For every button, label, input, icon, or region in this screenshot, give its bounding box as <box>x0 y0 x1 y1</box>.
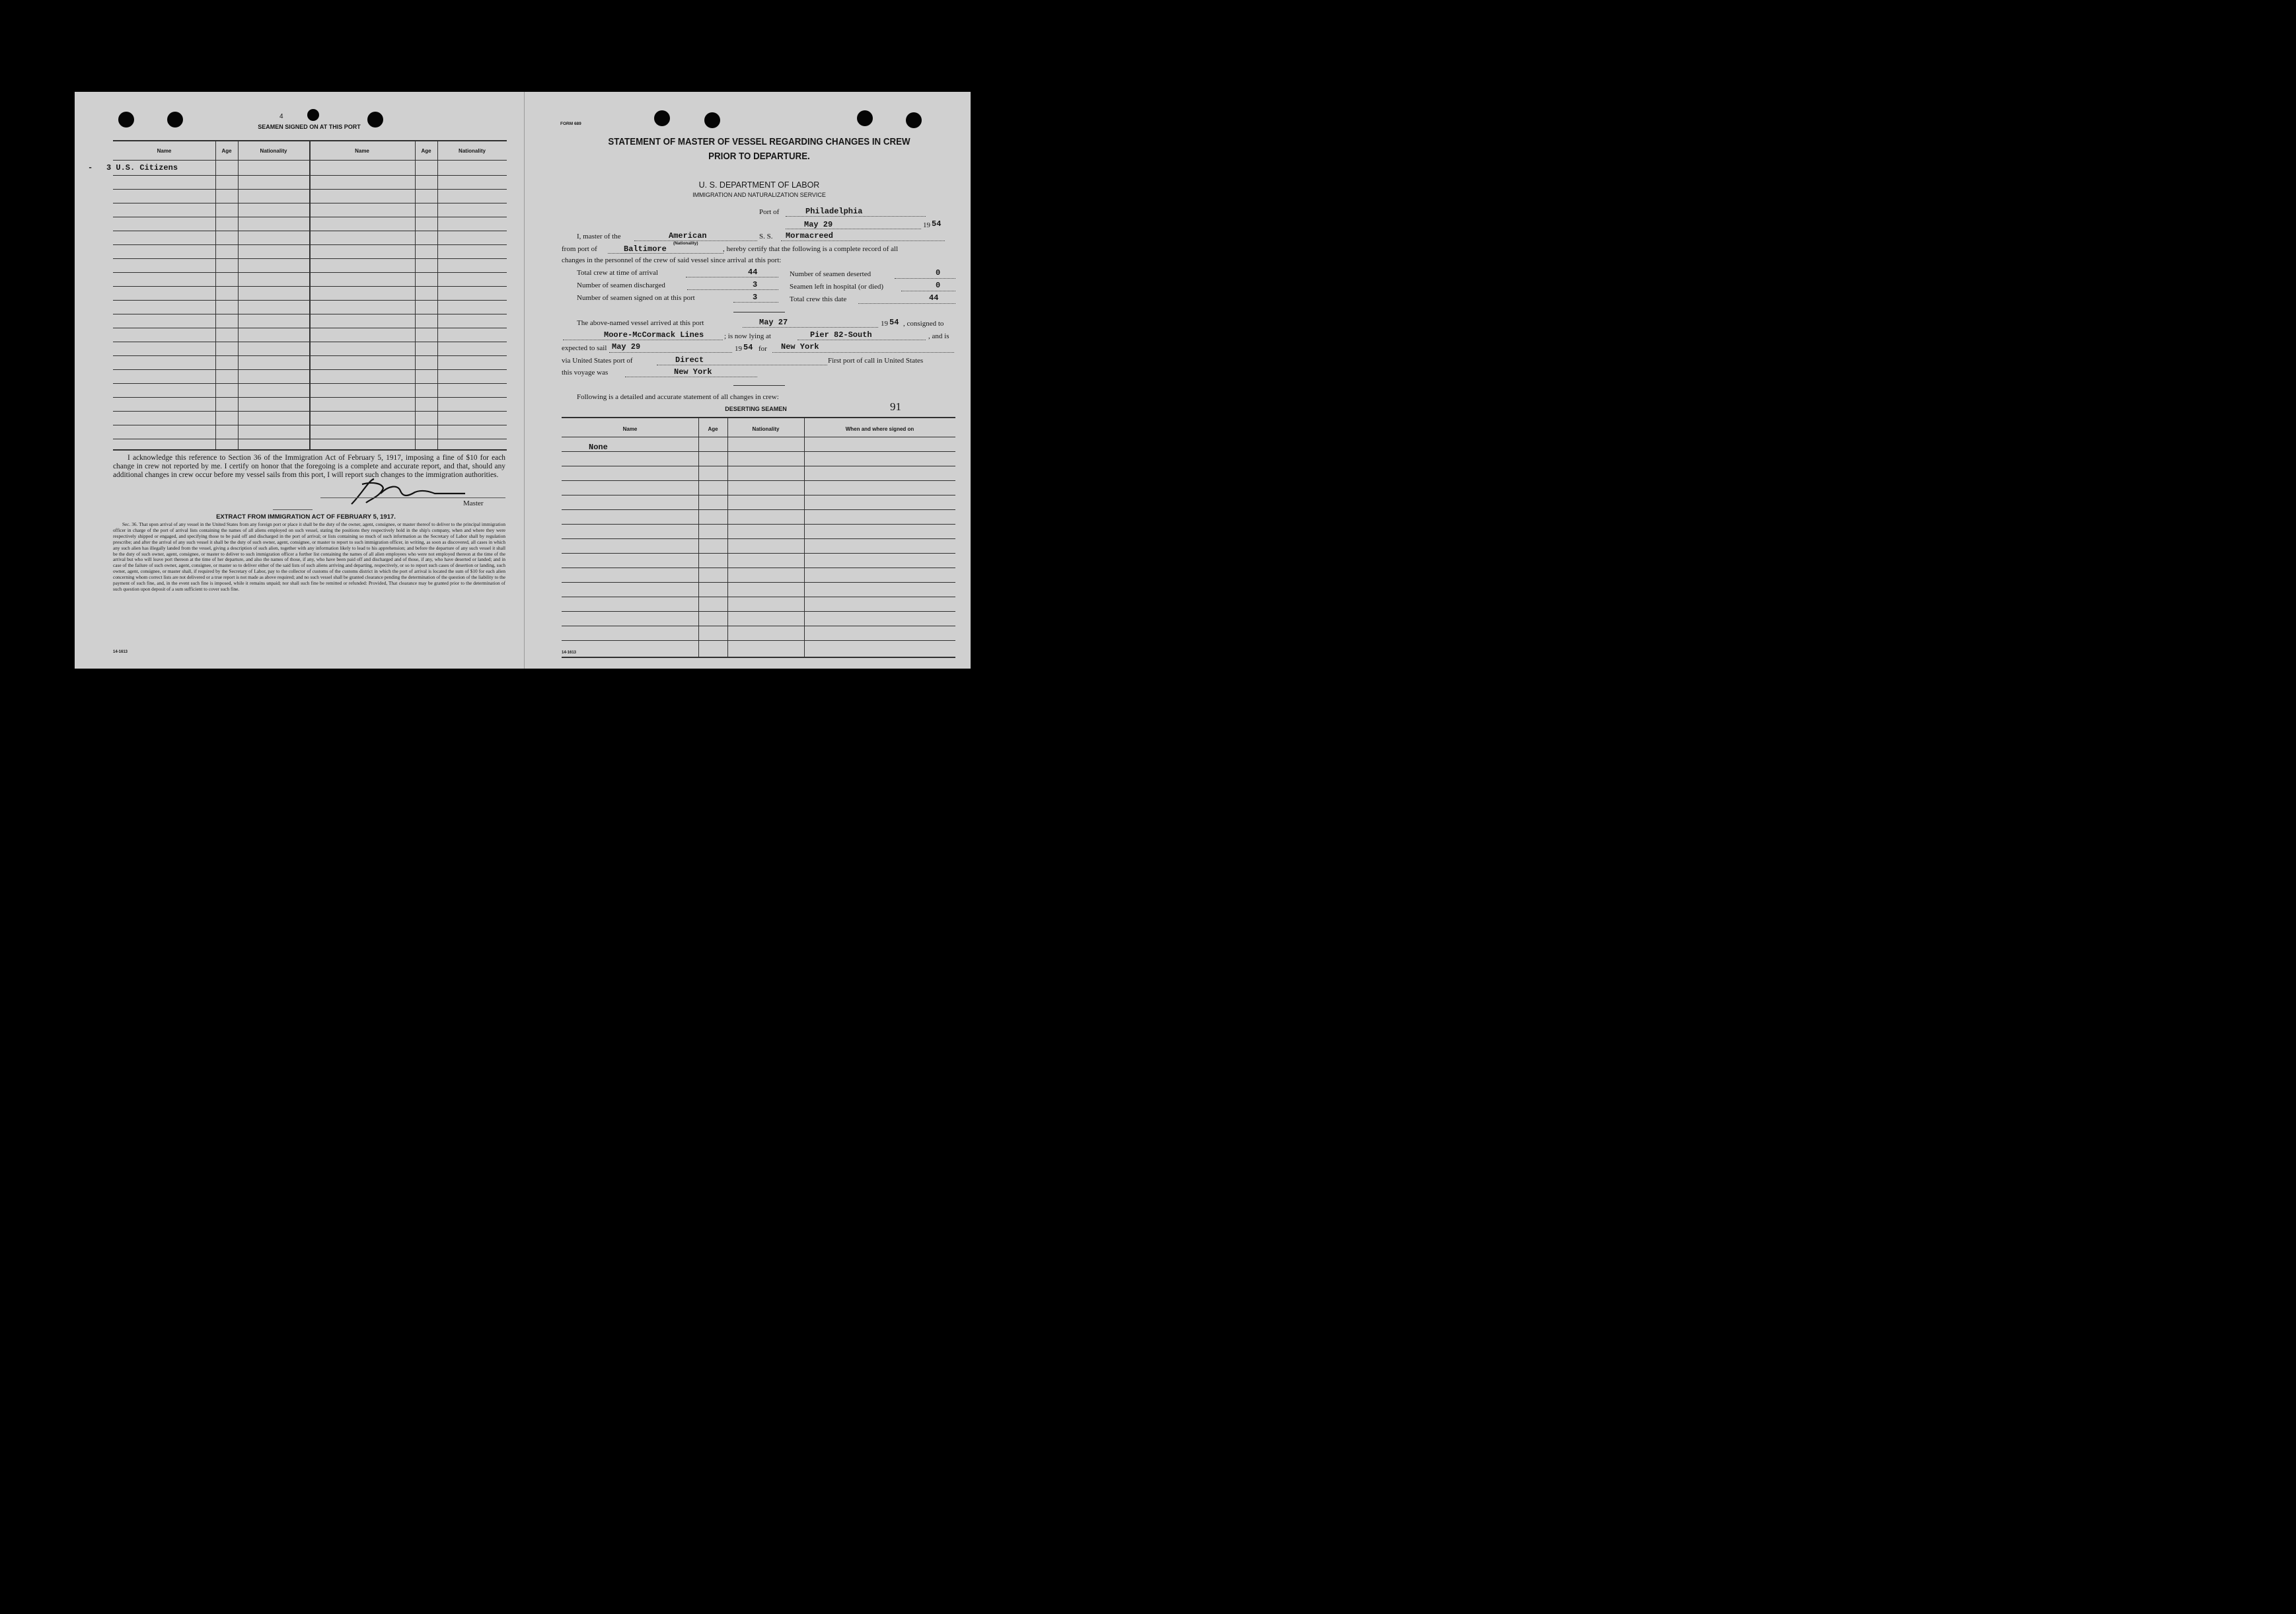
total-crew-arrival-label: Total crew at time of arrival <box>577 269 658 277</box>
from-port-value: Baltimore <box>624 244 667 254</box>
form-code: 14-1613 <box>562 651 577 655</box>
hospital-label: Seamen left in hospital (or died) <box>790 283 884 291</box>
from-port-label: from port of <box>562 245 597 253</box>
row-rule <box>113 244 507 245</box>
via-label: via United States port of <box>562 357 633 365</box>
form-title <box>580 135 939 164</box>
title-line-2: PRIOR TO DEPARTURE. <box>708 151 810 162</box>
row-rule <box>562 611 955 612</box>
row-rule <box>113 272 507 273</box>
port-value: Philadelphia <box>805 207 863 216</box>
via-port: Direct <box>675 355 704 365</box>
year-value: 54 <box>932 219 942 229</box>
column-divider <box>804 418 805 657</box>
master-signature <box>342 474 468 508</box>
discharged-label: Number of seamen discharged <box>577 281 665 289</box>
deserted-value: 0 <box>936 268 941 277</box>
for-label: for <box>759 345 767 353</box>
master-label: I, master of the <box>577 233 621 240</box>
ss-label: S. S. <box>759 233 773 240</box>
col-header-age: Age <box>708 426 718 432</box>
row-rule <box>113 175 507 176</box>
lying-at: Pier 82-South <box>810 330 872 340</box>
column-divider <box>215 141 216 449</box>
punch-hole <box>704 112 720 128</box>
consigned-label: , consigned to <box>903 320 944 328</box>
and-is-label: , and is <box>928 332 949 340</box>
year-prefix: 19 <box>923 221 930 229</box>
destination: New York <box>781 342 819 351</box>
signature-label: Master <box>463 499 484 507</box>
ship-name: Mormacreed <box>786 231 834 240</box>
department: U. S. DEPARTMENT OF LABOR <box>698 180 820 190</box>
extract-title: EXTRACT FROM IMMIGRATION ACT OF FEBRUARY 5, 1917. <box>216 513 396 521</box>
table-top-rule <box>562 417 955 418</box>
row-rule <box>113 369 507 370</box>
page-mark: 91 <box>890 400 901 413</box>
consignee: Moore-McCormack Lines <box>604 330 704 340</box>
row-rule <box>562 640 955 641</box>
row-rule <box>562 451 955 452</box>
row-rule <box>113 411 507 412</box>
row-rule <box>113 258 507 259</box>
this-voyage-label: this voyage was <box>562 369 609 377</box>
signature-line <box>320 497 505 498</box>
row-rule <box>562 582 955 583</box>
sail-year-prefix: 19 <box>735 345 742 353</box>
first-port-label: First port of call in United States <box>828 357 924 365</box>
first-port: New York <box>674 367 712 377</box>
row-rule <box>562 480 955 481</box>
discharged-value: 3 <box>753 280 758 289</box>
nationality-value: American <box>669 231 707 240</box>
row-rule <box>113 286 507 287</box>
col-header-age: Age <box>221 148 232 154</box>
nationality-caption: (Nationality) <box>673 241 698 246</box>
sail-year: 54 <box>743 343 753 352</box>
col-header-nationality: Nationality <box>260 148 287 154</box>
column-divider <box>238 141 239 449</box>
row-rule <box>562 509 955 510</box>
arrived-label: The above-named vessel arrived at this port <box>577 319 704 327</box>
arrived-year-prefix: 19 <box>881 320 888 328</box>
punch-hole <box>167 112 183 128</box>
total-crew-date-label: Total crew this date <box>790 295 847 303</box>
expected-label: expected to sail <box>562 344 607 352</box>
total-crew-arrival-value: 44 <box>748 268 758 277</box>
col-header-nationality: Nationality <box>459 148 486 154</box>
signed-on-label: Number of seamen signed on at this port <box>577 294 695 302</box>
row-rule <box>113 189 507 190</box>
entry-name: None <box>589 443 608 452</box>
arrived-year: 54 <box>889 318 899 327</box>
following-text: Following is a detailed and accurate statement of all changes in crew: <box>577 393 779 401</box>
column-divider <box>698 418 699 657</box>
divider <box>733 385 785 386</box>
stat-fill-line <box>686 268 778 277</box>
deserting-seamen-heading: DESERTING SEAMEN <box>725 406 787 412</box>
row-rule <box>113 397 507 398</box>
form-code: 14-1613 <box>113 650 128 654</box>
lying-label: ; is now lying at <box>724 332 771 340</box>
signed-on-value: 3 <box>753 293 758 302</box>
page-number: 4 <box>279 113 283 120</box>
stat-fill-line <box>858 295 955 304</box>
punch-hole <box>906 112 922 128</box>
section-heading: SEAMEN SIGNED ON AT THIS PORT <box>258 124 361 130</box>
changes-text: changes in the personnel of the crew of said vessel since arrival at this port: <box>562 256 782 264</box>
service: IMMIGRATION AND NATURALIZATION SERVICE <box>692 192 826 198</box>
col-header-name: Name <box>622 426 638 432</box>
column-divider <box>415 141 416 449</box>
deserted-label: Number of seamen deserted <box>790 270 871 278</box>
total-crew-date-value: 44 <box>929 293 939 303</box>
date-value: May 29 <box>804 220 833 229</box>
sail-date: May 29 <box>612 342 641 351</box>
punch-hole <box>654 110 670 126</box>
row-rule <box>113 355 507 356</box>
entry-name: 3 U.S. Citizens <box>106 163 178 172</box>
row-rule <box>113 300 507 301</box>
punch-hole <box>307 109 319 121</box>
form-number: FORM 689 <box>560 122 581 126</box>
row-rule <box>562 553 955 554</box>
row-rule <box>562 524 955 525</box>
entry-dash: - <box>88 163 93 172</box>
certify-text: , hereby certify that the following is a complete record of all <box>723 245 899 253</box>
hospital-value: 0 <box>936 281 941 290</box>
stat-fill-line <box>895 270 955 279</box>
right-page <box>524 92 971 669</box>
divider <box>273 509 313 510</box>
col-header-name: Name <box>355 148 369 154</box>
header-rule <box>113 160 507 161</box>
table-bottom-rule <box>113 449 507 451</box>
col-header-nationality: Nationality <box>752 426 780 432</box>
punch-hole <box>857 110 873 126</box>
row-rule <box>113 383 507 384</box>
punch-hole <box>118 112 134 128</box>
col-header-name: Name <box>157 148 172 154</box>
column-divider <box>309 141 311 449</box>
col-header-age: Age <box>421 148 431 154</box>
arrived-date: May 27 <box>759 318 788 327</box>
acknowledgement-text: I acknowledge this reference to Section 36 of the Immigration Act of February 5, 1917, imposing a fine of $10 for each change in crew not reported by me. I certify on honor that the foregoing is a complete and accurate report, and that, should any additional changes in crew occur before my vessel sails from this port, I will report such changes to the immigration authorities. <box>113 454 505 479</box>
port-label: Port of <box>759 208 780 216</box>
stat-fill-line <box>687 281 778 290</box>
col-header-signed-on: When and where signed on <box>845 426 914 432</box>
left-page <box>75 92 524 669</box>
extract-text: Sec. 36. That upon arrival of any vessel in the United States from any foreign port or place it shall be the duty of the owner, agent, consignee, or master thereof to deliver to the principal immigration officer in charge of the port of arrival lists containing the names of all aliens employed on such vessel, stating the positions they respectively hold in the ship's company, when and where they were respectively shipped or engaged, and specifying those to be paid off and discharged in the port of arrival; or lists containing so much of such information as the Secretary of Labor shall by regulation prescribe; and after the arrival of any such vessel it shall be the duty of such owner, agent, consignee, or master to report to such immigration officer, in writing, as soon as discovered, all cases in which any such alien has illegally landed from the vessel, giving a description of such alien, together with any information likely to lead to his apprehension; and before the departure of any such vessel it shall be the duty of such owner, agent, consignee, or master to deliver to such immigration officer a further list containing the names of all alien employees who were not employed thereon at the time of the arrival but who will leave port thereon at the time of her departure, and also the names of those, if any, who have been paid off and discharged and of those, if any, who have deserted or landed; and in case of the failure of such owner, agent, consignee, or master so to deliver either of the said lists of such aliens arriving and departing, respectively, or so to report such cases of desertion or landing, such owner, agent, consignee, or master shall, if required by the Secretary of Labor, pay to the collector of customs of the customs district in which the port of arrival is located the sum of $10 for each alien concerning whom correct lists are not delivered or a true report is not made as above required; and no such vessel shall be granted clearance pending the determination of the question of the liability to the payment of such fine, and, in the event such fine is imposed, while it remains unpaid; nor shall such fine be remitted or refunded: Provided, That clearance may be granted prior to the determination of such question upon deposit of a sum sufficient to cover such fine. <box>113 521 505 592</box>
row-rule <box>562 538 955 539</box>
table-bottom-rule <box>562 657 955 658</box>
column-divider <box>727 418 728 657</box>
title-line-1: STATEMENT OF MASTER OF VESSEL REGARDING CHANGES IN CREW <box>608 137 910 147</box>
column-divider <box>437 141 438 449</box>
stat-fill-line <box>901 282 955 291</box>
